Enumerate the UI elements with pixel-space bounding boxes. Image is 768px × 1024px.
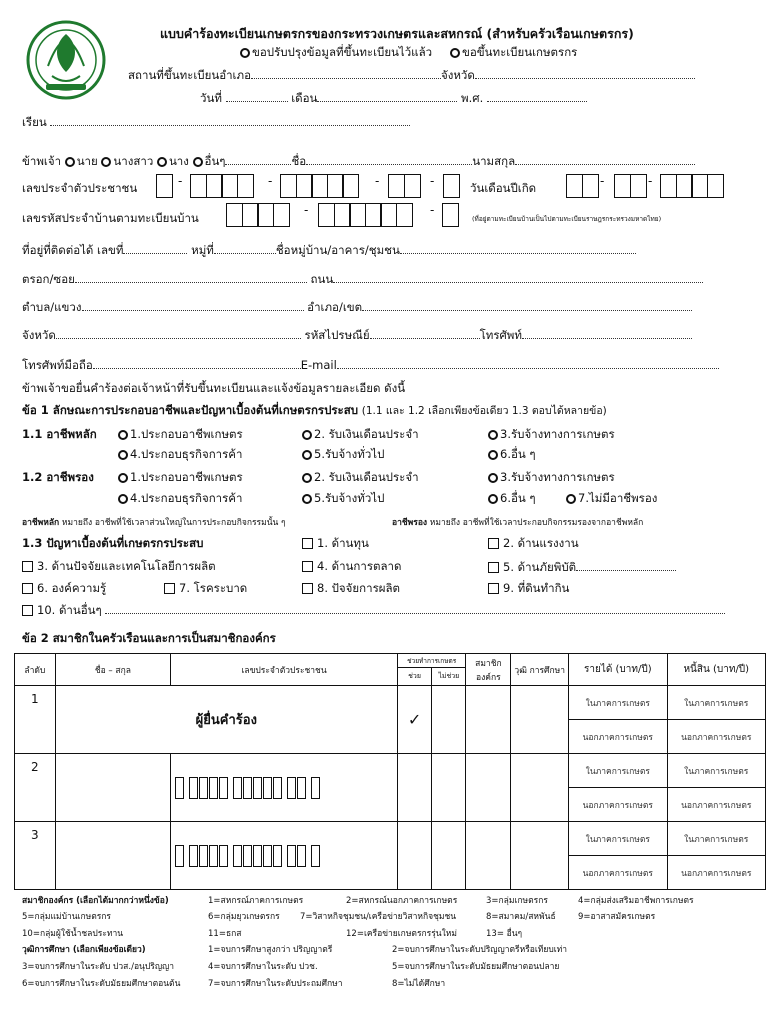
subdistrict-field[interactable] [82,298,304,311]
checkbox-icon [488,583,499,594]
moo-field[interactable] [214,241,276,254]
month-field[interactable] [317,89,457,102]
radio-icon [302,430,312,440]
checkbox-icon [22,583,33,594]
radio-icon [118,430,128,440]
district-field[interactable] [362,298,692,311]
main-option-3[interactable]: 3.รับจ้างทางการเกษตร [488,426,615,444]
road-field[interactable] [333,270,703,283]
place-field[interactable] [251,66,441,79]
member-name-cell[interactable] [55,822,171,890]
update-option[interactable]: ขอปรับปรุงข้อมูลที่ขึ้นทะเบียนไว้แล้ว [240,44,432,62]
radio-icon [101,157,111,167]
member-id-cell[interactable] [171,822,398,890]
problem-1[interactable]: 1. ด้านทุน [302,535,369,553]
checkbox-icon [302,583,313,594]
title-mrs[interactable]: นาง [157,154,189,168]
radio-icon [566,494,576,504]
radio-icon [240,48,250,58]
radio-icon [157,157,167,167]
citizen-id-boxes[interactable] [388,174,419,198]
section1-title: ข้อ 1 ลักษณะการประกอบอาชีพและปัญหาเบื้องต้นที่เกษตรกรประสบ (1.1 และ 1.2 เลือกเพียงข้อเดียว 1.3 ตอบได้หลายข้อ) [22,403,607,417]
col-debt: หนี้สิน (บาท/ปี) [667,654,766,686]
problem-10[interactable]: 10. ด้านอื่นๆ [22,601,725,620]
mobile-row: โทรศัพท์มือถือ E-mail [22,356,719,375]
radio-icon [302,473,312,483]
member-id-cell[interactable] [171,754,398,822]
problem-8[interactable]: 8. ปัจจัยการผลิต [302,580,400,598]
mobile-field[interactable] [93,356,301,369]
problem-3[interactable]: 3. ด้านปัจจัยและเทคโนโลยีการผลิต [22,558,216,576]
org-legend-title: สมาชิกองค์กร (เลือกได้มากกว่าหนึ่งข้อ) [22,896,169,906]
main-option-6[interactable]: 6.อื่น ๆ [488,446,536,464]
ministry-seal-logo [24,20,108,100]
col-name: ชื่อ – สกุล [55,654,171,686]
checkbox-icon [22,561,33,572]
radio-icon [488,430,498,440]
soi-field[interactable] [75,270,307,283]
first-name-field[interactable] [306,152,472,165]
house-no-field[interactable] [123,241,187,254]
side-definition: อาชีพรอง หมายถึง อาชีพที่ใช้เวลาประกอบกิจกรรมรองจากอาชีพหลัก [392,518,644,528]
checkbox-icon [164,583,175,594]
main-option-1[interactable]: 1.ประกอบอาชีพเกษตร [118,426,243,444]
income-out-agri[interactable]: นอกภาคการเกษตร [569,720,667,754]
house-note: (ที่อยู่ตามทะเบียนบ้านเป็นไปตามทะเบียนราษฎรกระทรวงมหาดไทย) [472,215,662,223]
main-option-5[interactable]: 5.รับจ้างทั่วไป [302,446,384,464]
radio-icon [488,450,498,460]
citizen-id-boxes[interactable] [280,174,358,198]
main-option-4[interactable]: 4.ประกอบธุรกิจการค้า [118,446,242,464]
village-field[interactable] [400,241,636,254]
table-row: 1 ผู้ยื่นคำร้อง ✓ ในภาคการเกษตร ในภาคการเกษตร [15,686,766,720]
title-mr[interactable]: นาย [65,154,98,168]
debt-out-agri[interactable]: นอกภาคการเกษตร [667,720,766,754]
side-option-2[interactable]: 2. รับเงินเดือนประจำ [302,469,419,487]
dob-label: วันเดือนปีเกิด [470,181,537,195]
col-no: ลำดับ [15,654,56,686]
problem-2[interactable]: 2. ด้านแรงงาน [488,535,579,553]
radio-icon [488,494,498,504]
title-miss[interactable]: นางสาว [101,154,153,168]
citizen-id-boxes[interactable] [190,174,252,198]
year-field[interactable] [487,89,587,102]
other-problem-field[interactable] [105,601,725,614]
help-check-mark: ✓ [397,686,431,754]
citizen-id-label: เลขประจำตัวประชาชน [22,181,138,195]
disaster-field[interactable] [576,558,676,571]
house-id-boxes[interactable] [226,203,288,227]
col-help: ช่วยทำการเกษตร [397,654,465,668]
col-id: เลขประจำตัวประชาชน [171,654,398,686]
member-name-cell[interactable] [55,754,171,822]
radio-icon [118,494,128,504]
subdistrict-row: ตำบล/แขวง อำเภอ/เขต [22,298,692,317]
citizen-id-boxes[interactable] [156,174,172,198]
place-province-field[interactable] [475,66,695,79]
col-edu: วุฒิ การศึกษา [511,654,569,686]
col-income: รายได้ (บาท/ปี) [569,654,667,686]
problem-label: 1.3 ปัญหาเบื้องต้นที่เกษตรกรประสบ [22,536,204,550]
name-row: ข้าพเจ้า นาย นางสาว นาง อื่นๆ ชื่อ นามสกุล [22,152,695,171]
register-option[interactable]: ขอขึ้นทะเบียนเกษตรกร [450,44,577,62]
main-occupation-label: 1.1 อาชีพหลัก [22,427,97,441]
province-field[interactable] [56,326,301,339]
side-option-1[interactable]: 1.ประกอบอาชีพเกษตร [118,469,243,487]
province-row: จังหวัด รหัสไปรษณีย์ โทรศัพท์ [22,326,692,345]
edu-legend-title: วุฒิการศึกษา (เลือกเพียงข้อเดียว) [22,945,146,955]
date-row: วันที่ เดือน พ.ศ. [200,89,587,108]
phone-field[interactable] [522,326,692,339]
dob-day-boxes[interactable] [566,174,597,198]
applicant-cell: ผู้ยื่นคำร้อง [55,686,397,754]
radio-icon [118,450,128,460]
members-table: ลำดับ ชื่อ – สกุล เลขประจำตัวประชาชน ช่วยทำการเกษตร สมาชิก องค์กร วุฒิ การศึกษา รายได้ (บาท/ปี) หนี้สิน (บาท/ปี) ช่วย ไม่ช่วย 1 ผู้ยื่นคำร้อง ✓ ในภาคการเกษตร ในภาคการเกษตร นอกภาคการเกษตร นอกภาคการเกษตร 2 ในภาคการเกษตร ในภาคการเกษตร นอกภาคการเกษตร นอกภาคการเกษตร 3 ในภาคการเกษตร ในภาคการเกษตร นอกภาคการเกษตร นอกภาคการเกษตร [14,653,766,890]
radio-icon [450,48,460,58]
soi-row: ตรอก/ซอย ถนน [22,270,703,289]
col-help-no: ไม่ช่วย [432,668,466,686]
side-option-3[interactable]: 3.รับจ้างทางการเกษตร [488,469,615,487]
table-row: 2 ในภาคการเกษตร ในภาคการเกษตร [15,754,766,788]
side-option-4[interactable]: 4.ประกอบธุรกิจการค้า [118,490,242,508]
table-row: 3 ในภาคการเกษตร ในภาคการเกษตร [15,822,766,856]
title-other[interactable]: อื่นๆ [193,154,226,168]
problem-5[interactable]: 5. ด้านภัยพิบัติ [488,558,676,577]
main-option-2[interactable]: 2. รับเงินเดือนประจำ [302,426,419,444]
checkbox-icon [302,538,313,549]
checkbox-icon [302,561,313,572]
radio-icon [65,157,75,167]
side-occupation-label: 1.2 อาชีพรอง [22,470,94,484]
dob-year-boxes[interactable] [660,174,722,198]
income-in-agri[interactable]: ในภาคการเกษตร [569,686,667,720]
checkbox-icon [488,538,499,549]
side-option-7[interactable]: 7.ไม่มีอาชีพรอง [566,490,657,508]
side-option-5[interactable]: 5.รับจ้างทั่วไป [302,490,384,508]
house-id-label: เลขรหัสประจำบ้านตามทะเบียนบ้าน [22,211,199,225]
table-header-row [15,654,766,668]
problem-7[interactable]: 7. โรคระบาด [164,580,247,598]
day-field[interactable] [226,89,288,102]
dob-month-boxes[interactable] [614,174,645,198]
request-text: ข้าพเจ้าขอยื่นคำร้องต่อเจ้าหน้าที่รับขึ้นทะเบียนและแจ้งข้อมูลรายละเอียด ดังนี้ [22,381,406,395]
to-field[interactable] [50,113,410,126]
debt-in-agri[interactable]: ในภาคการเกษตร [667,686,766,720]
main-definition: อาชีพหลัก หมายถึง อาชีพที่ใช้เวลาส่วนใหญ่ในการประกอบกิจกรรมนั้น ๆ [22,518,286,528]
checkbox-icon [488,562,499,573]
email-field[interactable] [337,356,719,369]
house-id-boxes[interactable] [442,203,458,227]
radio-icon [193,157,203,167]
form-title: แบบคำร้องทะเบียนเกษตรกรของกระทรวงเกษตรและสหกรณ์ (สำหรับครัวเรือนเกษตรกร) [160,26,634,41]
problem-6[interactable]: 6. องค์ความรู้ [22,580,106,598]
house-id-boxes[interactable] [318,203,411,227]
radio-icon [302,450,312,460]
citizen-id-boxes[interactable] [443,174,459,198]
to-row: เรียน [22,113,410,132]
title-other-field[interactable] [225,152,291,165]
section2-title: ข้อ 2 สมาชิกในครัวเรือนและการเป็นสมาชิกองค์กร [22,631,276,645]
side-option-6[interactable]: 6.อื่น ๆ [488,490,536,508]
problem-4[interactable]: 4. ด้านการตลาด [302,558,401,576]
col-help-yes: ช่วย [397,668,431,686]
address-row: ที่อยู่ที่ติดต่อได้ เลขที่ หมู่ที่ ชื่อหมู่บ้าน/อาคาร/ชุมชน [22,241,636,260]
col-member: สมาชิก องค์กร [466,654,511,686]
surname-field[interactable] [515,152,695,165]
checkbox-icon [22,605,33,616]
radio-icon [302,494,312,504]
place-row: สถานที่ขึ้นทะเบียนอำเภอ จังหวัด [128,66,695,85]
postcode-field[interactable] [370,326,480,339]
radio-icon [118,473,128,483]
radio-icon [488,473,498,483]
problem-9[interactable]: 9. ที่ดินทำกิน [488,580,569,598]
